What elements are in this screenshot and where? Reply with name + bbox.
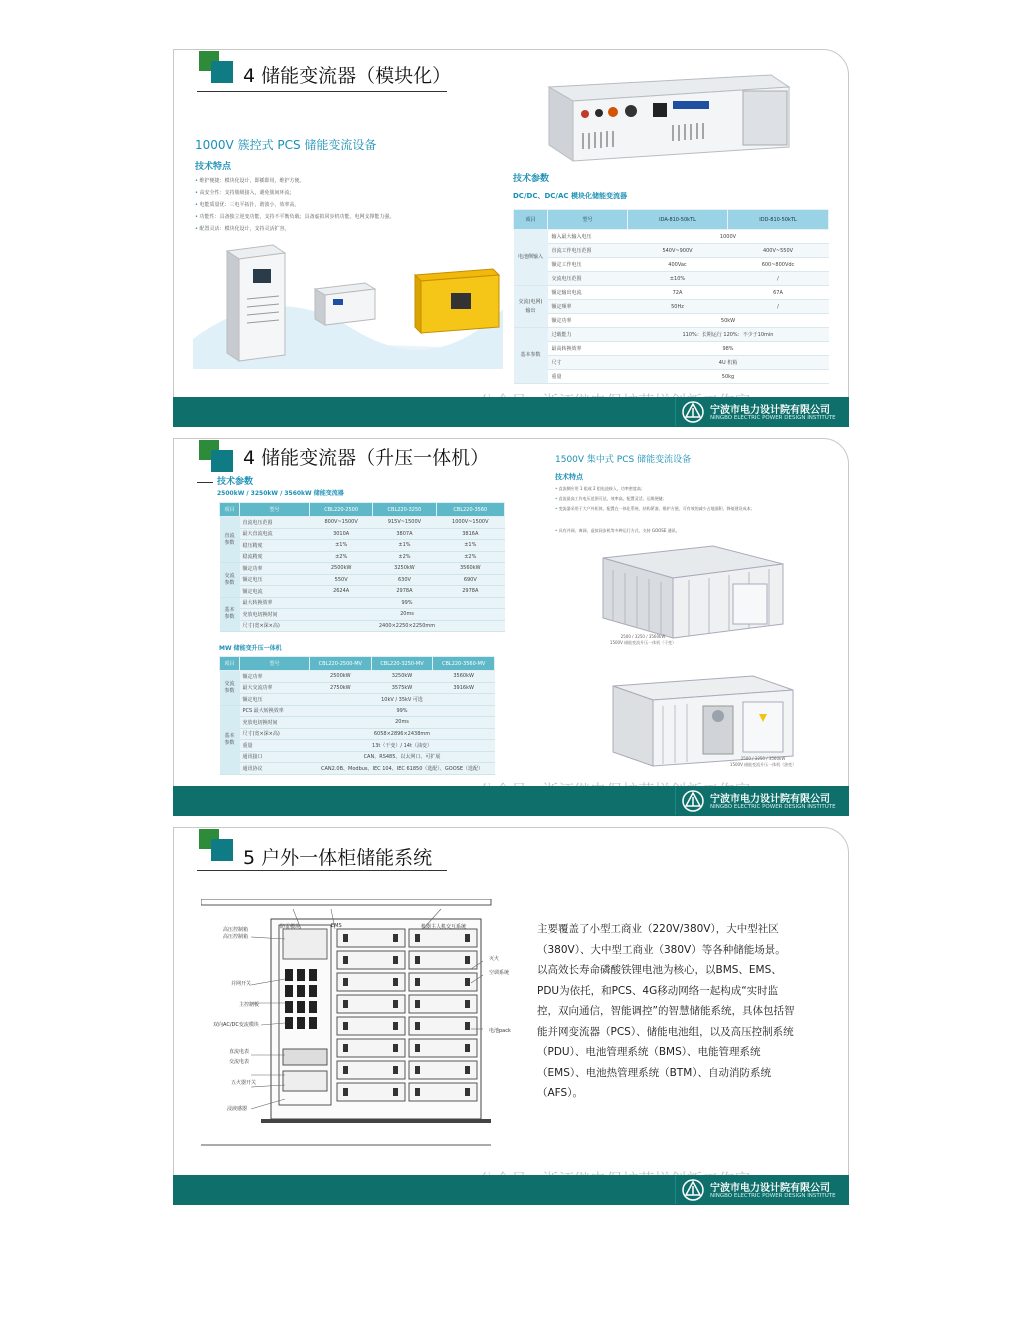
params-subheading: 2500kW / 3250kW / 3560kW 储能变流器 [217,490,344,497]
table-cell: 输入最大输入电压 [548,230,628,244]
diagram-label: 高压控制箱 [223,927,249,933]
table-cell: 690V [436,574,504,586]
table-cell: ±10% [628,272,728,286]
table-header-row [220,657,495,671]
table-cell: 3250kW [373,563,436,575]
table-header: CBL220-3560 [436,503,504,517]
product-title: 1500V 集中式 PCS 储能变流设备 [555,455,692,465]
table-cell: 额定功率 [240,671,310,683]
table-group: 基本参数 [514,328,548,384]
feature-item: • 变流器采用于大户外柜体，配置在一体化系统，结构紧凑，维护方便，可有效的减少占地面积，降低建设成本； [555,504,815,526]
table-row [220,717,495,729]
table-row [220,528,505,540]
table-cell: 尺寸(宽×深×高) [240,728,310,740]
table-header: 型号 [548,210,628,230]
table-group: 交流参数 [220,671,240,706]
table-header: CBL220-2500-MV [310,657,372,671]
table-cell: 额定电流 [240,586,310,598]
table-cell: 最大交流功率 [240,682,310,694]
pcs-products-image [193,239,503,369]
table-cell: 99% [310,705,495,717]
table-cell: 额定电压 [240,574,310,586]
features-heading: 技术特点 [195,162,232,172]
table-cell: 10kV / 35kV 可选 [310,694,495,706]
feature-list [555,484,815,536]
table-row [220,671,495,683]
title-deco-teal [211,61,233,83]
slide-outdoor-cabinet [173,827,849,1205]
feature-item: • 直流最高工作电压范围可达，效率高，配置灵活，运维便捷； [555,494,815,504]
table-cell: 1000V [628,230,829,244]
diagram-label: 电池pack [489,1028,511,1034]
diagram-label: 五火器开关 [231,1080,257,1086]
table-row [514,272,829,286]
table-row [220,620,505,632]
title-underline [197,482,213,483]
feature-item: • 直流侧应用 1 组或 2 组电池接入，功率密度高； [555,484,815,494]
table-cell: ±1% [436,540,504,552]
spec-table-pcs [219,502,505,632]
table-row [514,370,829,384]
table-header: 项目 [220,503,240,517]
pcs-rack-image [543,69,793,169]
table-row [220,609,505,621]
params-subheading: DC/DC、DC/AC 模块化储能变流器 [513,192,627,200]
table-cell: 额定工作电压 [548,258,628,272]
table-cell: 3560kW [436,563,504,575]
image-caption: 2500 / 3250 / 3560kW 1500V 储能变流升压一体机（干变） [609,634,677,645]
table-cell: 额定功率 [240,563,310,575]
table-cell: ±2% [310,551,373,563]
table-cell: 20ms [310,717,495,729]
params-heading: 技术参数 [217,477,254,487]
table-header: CBL220-3560-MV [433,657,495,671]
company-name-en: NINGBO ELECTRIC POWER DESIGN INSTITUTE [710,1193,836,1199]
diagram-label: EMS [331,923,342,929]
slide-pcs-modular [173,49,849,427]
slide-footer [173,786,849,816]
table-row [220,597,505,609]
feature-list [195,175,395,235]
diagram-label: 主控制板 [239,1002,260,1008]
diagram-label: 灭火 [489,956,500,962]
company-emblem-icon [682,1179,704,1201]
table-cell: 540V~900V [628,244,728,258]
table-row [514,258,829,272]
table-cell: 重量 [240,740,310,752]
table-row [220,563,505,575]
table-cell: 2978A [373,586,436,598]
table-group: 交流参数 [220,563,240,598]
table-cell: 尺寸 [548,356,628,370]
diagram-label: 浸液感器 [227,1106,248,1112]
table-cell: 通讯接口 [240,751,310,763]
company-name-en: NINGBO ELECTRIC POWER DESIGN INSTITUTE [710,415,836,421]
table-cell: 1000V~1500V [436,517,504,529]
table-row [220,551,505,563]
title-underline [197,91,447,92]
company-emblem-icon [682,790,704,812]
table-row [514,342,829,356]
table-cell: 800V~1500V [310,517,373,529]
table2-heading: MW 储能变升压一体机 [219,645,282,652]
table-row [220,728,495,740]
table-row [220,763,495,775]
company-name: 宁波市电力设计院有限公司 [710,405,830,416]
table-header-row [514,210,829,230]
table-cell: 72A [628,286,728,300]
table-cell: 2500kW [310,671,372,683]
diagram-label: 空调系统 [489,970,510,976]
slide-title: 4 储能变流器（升压一体机） [243,447,490,469]
company-name: 宁波市电力设计院有限公司 [710,1183,830,1194]
diagram-label: 直流电表 [229,1049,250,1055]
feature-item: • 维护便捷：模块化设计，即插即用，维护方便。 [195,175,395,187]
feature-item: • 配置灵活：模块化设计，支持灵活扩容。 [195,223,395,235]
params-heading: 技术参数 [513,174,550,184]
table-cell: 稳流精度 [240,551,310,563]
diagram-label: 高压控制箱 [223,934,249,940]
table-header: 项目 [514,210,548,230]
feature-item: • 高安全性：支持簇级接入，避免簇间环流； [195,187,395,199]
feature-item: • 具有并网、离网、虚拟同步机等多种运行方式，支持 GOOSE 通讯。 [555,526,815,536]
table-cell: 6058×2896×2438mm [310,728,495,740]
table-cell: 630V [373,574,436,586]
table-cell: 最高转换效率 [548,342,628,356]
diagram-label: 并网开关 [231,981,252,987]
table-cell: CAN2.0B、Modbus、IEC 104、IEC 61850（选配）、GOOSE（选配） [310,763,495,775]
table-cell: 稳压精度 [240,540,310,552]
table-cell: 最大转换效率 [240,597,310,609]
table-header: IDA-810-50kTL [628,210,728,230]
table-row [220,705,495,717]
table-cell: 99% [310,597,505,609]
diagram-label: 交流电表 [229,1059,250,1065]
table-group: 直流参数 [220,517,240,563]
table-row [220,682,495,694]
table-group: 基本参数 [220,597,240,632]
table-cell: 67A [728,286,829,300]
company-name: 宁波市电力设计院有限公司 [710,794,830,805]
table-cell: 20ms [310,609,505,621]
table-cell: PCS 最大转换效率 [240,705,310,717]
table-header: IDD-810-50kTL [728,210,829,230]
system-description: 主要覆盖了小型工商业（220V/380V），大中型社区（380V）、大中型工商业（380V）等各种储能场景。 以高效长寿命磷酸铁锂电池为核心，以BMS、EMS、PDU为依托，和PCS、4G移动网络一起构成“实时监控，双向通信，智能调控”的智慧储能系统，具体包括智能并网变流器（PCS）、储能电池组，以及高压控制系统（PDU）、电池管理系统（BMS）、电能管理系统（EMS）、电池热管理系统（BTM）、自动消防系统（AFS）。 [537,923,795,1099]
table-cell: 3807A [373,528,436,540]
image-caption: 2500 / 3250 / 3560kW 1500V 储能变流升压一体机（油变） [729,756,797,767]
table-group: 电池侧输入 [514,230,548,286]
table-cell: CAN、RS485、以太网口、可扩展 [310,751,495,763]
table-cell: 额定频率 [548,300,628,314]
feature-item: • 功能性：具备独立逆变功能，支持不平衡负载；具备虚拟同步机功能，电网支撑能力强。 [195,211,395,223]
diagram-label: 机器主人机交互系统 [421,924,467,930]
table-cell: ±2% [373,551,436,563]
table-row [514,286,829,300]
table-cell: 915V~1500V [373,517,436,529]
table-group: 基本参数 [220,705,240,774]
table-cell: 直流工作电压范围 [548,244,628,258]
table-row [220,574,505,586]
table-cell: 2750kW [310,682,372,694]
table-cell: ±2% [436,551,504,563]
features-heading: 技术特点 [555,473,583,481]
table-row [514,230,829,244]
table-cell: ±1% [310,540,373,552]
table-header: CBL220-3250 [373,503,436,517]
table-cell: 充放电切换时间 [240,717,310,729]
table-cell: 3916kW [433,682,495,694]
table-header-row [220,503,505,517]
slide-footer [173,1175,849,1205]
spec-table-modular [513,209,829,384]
table-cell: 重量 [548,370,628,384]
table-cell: 2400×2250×2250mm [310,620,505,632]
table-cell: 3010A [310,528,373,540]
company-logo [675,787,843,815]
table-row [220,740,495,752]
title-underline [197,870,447,871]
table-cell: / [728,272,829,286]
table-cell: 直流电压范围 [240,517,310,529]
company-name-en: NINGBO ELECTRIC POWER DESIGN INSTITUTE [710,804,836,810]
table-cell: 50kg [628,370,829,384]
table-cell: ±1% [373,540,436,552]
table-row [220,586,505,598]
table-cell: 3575kW [371,682,433,694]
table-cell: 110%：长期运行 120%：不少于10min [628,328,829,342]
table-row [514,300,829,314]
table-row [220,694,495,706]
feature-item: • 电能质量优：三电平拓扑，谐波小，效率高。 [195,199,395,211]
table-cell: / [728,300,829,314]
table-cell: 550V [310,574,373,586]
company-emblem-icon [682,401,704,423]
company-logo [675,398,843,426]
table-row [514,314,829,328]
diagram-label: 防雷模块 [280,924,301,930]
table-row [514,244,829,258]
company-logo [675,1176,843,1204]
slide-footer [173,397,849,427]
table-cell: 600~800Vdc [728,258,829,272]
table-cell: 额定电压 [240,694,310,706]
table-row [220,517,505,529]
table-row [514,356,829,370]
table-header: 型号 [240,657,310,671]
table-cell: 尺寸(宽×深×高) [240,620,310,632]
table-row [220,751,495,763]
slide-title: 4 储能变流器（模块化） [243,65,452,87]
table-cell: 400V~550V [728,244,829,258]
table-cell: 3816A [436,528,504,540]
table-cell: 400Vac [628,258,728,272]
table-cell: 交流电压范围 [548,272,628,286]
table-cell: 3560kW [433,671,495,683]
slide-title: 5 户外一体柜储能系统 [243,847,433,869]
table-cell: 额定功率 [548,314,628,328]
slide-pcs-boost [173,438,849,816]
container-image-dry [593,538,793,648]
table-group: 交流(电网)输出 [514,286,548,328]
table-header: 项目 [220,657,240,671]
table-cell: 过载能力 [548,328,628,342]
table-cell: 充放电切换时间 [240,609,310,621]
table-header: 型号 [240,503,310,517]
title-deco-teal [211,839,233,861]
table-row [220,540,505,552]
table-cell: 2500kW [310,563,373,575]
table-header: CBL220-3250-MV [371,657,433,671]
table-cell: 2978A [436,586,504,598]
diagram-label: 双向AC/DC变流模块 [213,1022,259,1028]
table-cell: 50Hz [628,300,728,314]
product-title: 1000V 簇控式 PCS 储能变流设备 [195,138,377,152]
table-cell: 3250kW [371,671,433,683]
table-header: CBL220-2500 [310,503,373,517]
table-cell: 最大直流电流 [240,528,310,540]
spec-table-boost [219,656,495,775]
table-cell: 额定输出电流 [548,286,628,300]
table-cell: 4U 机箱 [628,356,829,370]
table-cell: 13t（干变）/ 14t（油变） [310,740,495,752]
table-cell: 2624A [310,586,373,598]
table-cell: 98% [628,342,829,356]
title-deco-teal [211,450,233,472]
table-row [514,328,829,342]
table-cell: 50kW [628,314,829,328]
table-cell: 通讯协议 [240,763,310,775]
